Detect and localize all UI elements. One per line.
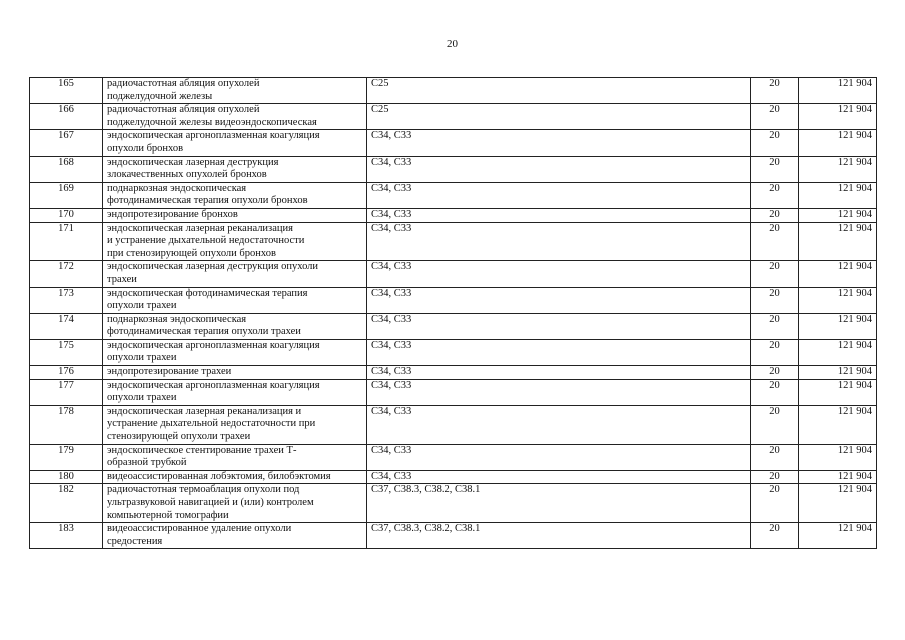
diagnosis-codes-cell: C25 [367, 104, 751, 130]
diagnosis-codes-cell: C34, C33 [367, 470, 751, 484]
table-row [30, 222, 877, 261]
procedure-name-cell: эндопротезирование трахеи [103, 366, 367, 380]
row-number-cell: 180 [30, 470, 103, 484]
row-number-cell: 170 [30, 208, 103, 222]
cost-cell: 121 904 [799, 287, 877, 313]
cost-cell: 121 904 [799, 484, 877, 523]
table-row [30, 313, 877, 339]
table-row [30, 379, 877, 405]
table-row [30, 208, 877, 222]
quantity-cell: 20 [751, 287, 799, 313]
procedures-table-body [30, 78, 877, 549]
cost-cell: 121 904 [799, 208, 877, 222]
diagnosis-codes-cell: C34, C33 [367, 379, 751, 405]
quantity-cell: 20 [751, 104, 799, 130]
table-row [30, 484, 877, 523]
row-number-cell: 182 [30, 484, 103, 523]
quantity-cell: 20 [751, 523, 799, 549]
procedure-name-cell: поднаркозная эндоскопическая фотодинамическая терапия опухоли трахеи [103, 313, 367, 339]
cost-cell: 121 904 [799, 313, 877, 339]
cost-cell: 121 904 [799, 156, 877, 182]
diagnosis-codes-cell: C34, C33 [367, 287, 751, 313]
quantity-cell: 20 [751, 339, 799, 365]
cost-cell: 121 904 [799, 222, 877, 261]
table-row [30, 287, 877, 313]
cost-cell: 121 904 [799, 379, 877, 405]
diagnosis-codes-cell: C34, C33 [367, 208, 751, 222]
diagnosis-codes-cell: C37, C38.3, C38.2, C38.1 [367, 484, 751, 523]
quantity-cell: 20 [751, 313, 799, 339]
quantity-cell: 20 [751, 208, 799, 222]
procedure-name-cell: эндоскопическая лазерная деструкция опухоли трахеи [103, 261, 367, 287]
procedure-name-cell: эндопротезирование бронхов [103, 208, 367, 222]
procedure-name-cell: эндоскопическое стентирование трахеи Т- образной трубкой [103, 444, 367, 470]
row-number-cell: 172 [30, 261, 103, 287]
row-number-cell: 174 [30, 313, 103, 339]
row-number-cell: 177 [30, 379, 103, 405]
quantity-cell: 20 [751, 222, 799, 261]
row-number-cell: 171 [30, 222, 103, 261]
table-row [30, 444, 877, 470]
row-number-cell: 165 [30, 78, 103, 104]
diagnosis-codes-cell: C34, C33 [367, 405, 751, 444]
diagnosis-codes-cell: C34, C33 [367, 130, 751, 156]
procedure-name-cell: поднаркозная эндоскопическая фотодинамическая терапия опухоли бронхов [103, 182, 367, 208]
cost-cell: 121 904 [799, 104, 877, 130]
row-number-cell: 183 [30, 523, 103, 549]
row-number-cell: 169 [30, 182, 103, 208]
cost-cell: 121 904 [799, 405, 877, 444]
procedure-name-cell: эндоскопическая аргоноплазменная коагуляция опухоли трахеи [103, 339, 367, 365]
diagnosis-codes-cell: C34, C33 [367, 222, 751, 261]
diagnosis-codes-cell: C34, C33 [367, 366, 751, 380]
cost-cell: 121 904 [799, 523, 877, 549]
page-number: 20 [447, 38, 458, 50]
quantity-cell: 20 [751, 261, 799, 287]
row-number-cell: 166 [30, 104, 103, 130]
quantity-cell: 20 [751, 182, 799, 208]
diagnosis-codes-cell: C34, C33 [367, 182, 751, 208]
cost-cell: 121 904 [799, 78, 877, 104]
row-number-cell: 176 [30, 366, 103, 380]
diagnosis-codes-cell: C34, C33 [367, 261, 751, 287]
quantity-cell: 20 [751, 379, 799, 405]
diagnosis-codes-cell: C34, C33 [367, 156, 751, 182]
cost-cell: 121 904 [799, 261, 877, 287]
procedure-name-cell: радиочастотная термоаблация опухоли под ультразвуковой навигацией и (или) контролем компьютерной томографии [103, 484, 367, 523]
row-number-cell: 168 [30, 156, 103, 182]
table-row [30, 261, 877, 287]
cost-cell: 121 904 [799, 444, 877, 470]
quantity-cell: 20 [751, 366, 799, 380]
quantity-cell: 20 [751, 78, 799, 104]
procedure-name-cell: эндоскопическая аргоноплазменная коагуляция опухоли трахеи [103, 379, 367, 405]
table-row [30, 78, 877, 104]
quantity-cell: 20 [751, 405, 799, 444]
procedure-name-cell: видеоассистированная лобэктомия, билобэктомия [103, 470, 367, 484]
table-row [30, 339, 877, 365]
cost-cell: 121 904 [799, 366, 877, 380]
diagnosis-codes-cell: C37, C38.3, C38.2, C38.1 [367, 523, 751, 549]
table-row [30, 130, 877, 156]
diagnosis-codes-cell: C34, C33 [367, 339, 751, 365]
table-row [30, 523, 877, 549]
quantity-cell: 20 [751, 130, 799, 156]
quantity-cell: 20 [751, 484, 799, 523]
row-number-cell: 179 [30, 444, 103, 470]
table-row [30, 470, 877, 484]
table-row [30, 182, 877, 208]
procedure-name-cell: эндоскопическая лазерная реканализация и устранение дыхательной недостаточности при стенозирующей опухоли трахеи [103, 405, 367, 444]
procedure-name-cell: эндоскопическая лазерная деструкция злокачественных опухолей бронхов [103, 156, 367, 182]
table-row [30, 366, 877, 380]
cost-cell: 121 904 [799, 130, 877, 156]
quantity-cell: 20 [751, 470, 799, 484]
quantity-cell: 20 [751, 156, 799, 182]
cost-cell: 121 904 [799, 182, 877, 208]
procedure-name-cell: видеоассистированное удаление опухоли средостения [103, 523, 367, 549]
row-number-cell: 175 [30, 339, 103, 365]
table-row [30, 156, 877, 182]
row-number-cell: 178 [30, 405, 103, 444]
procedures-table [29, 77, 877, 549]
diagnosis-codes-cell: C25 [367, 78, 751, 104]
cost-cell: 121 904 [799, 470, 877, 484]
row-number-cell: 167 [30, 130, 103, 156]
procedure-name-cell: эндоскопическая лазерная реканализация и устранение дыхательной недостаточности при стенозирующей опухоли бронхов [103, 222, 367, 261]
quantity-cell: 20 [751, 444, 799, 470]
cost-cell: 121 904 [799, 339, 877, 365]
diagnosis-codes-cell: C34, C33 [367, 313, 751, 339]
diagnosis-codes-cell: C34, C33 [367, 444, 751, 470]
table-row [30, 104, 877, 130]
procedure-name-cell: эндоскопическая фотодинамическая терапия опухоли трахеи [103, 287, 367, 313]
table-row [30, 405, 877, 444]
procedure-name-cell: эндоскопическая аргоноплазменная коагуляция опухоли бронхов [103, 130, 367, 156]
procedure-name-cell: радиочастотная абляция опухолей поджелудочной железы [103, 78, 367, 104]
row-number-cell: 173 [30, 287, 103, 313]
procedure-name-cell: радиочастотная абляция опухолей поджелудочной железы видеоэндоскопическая [103, 104, 367, 130]
